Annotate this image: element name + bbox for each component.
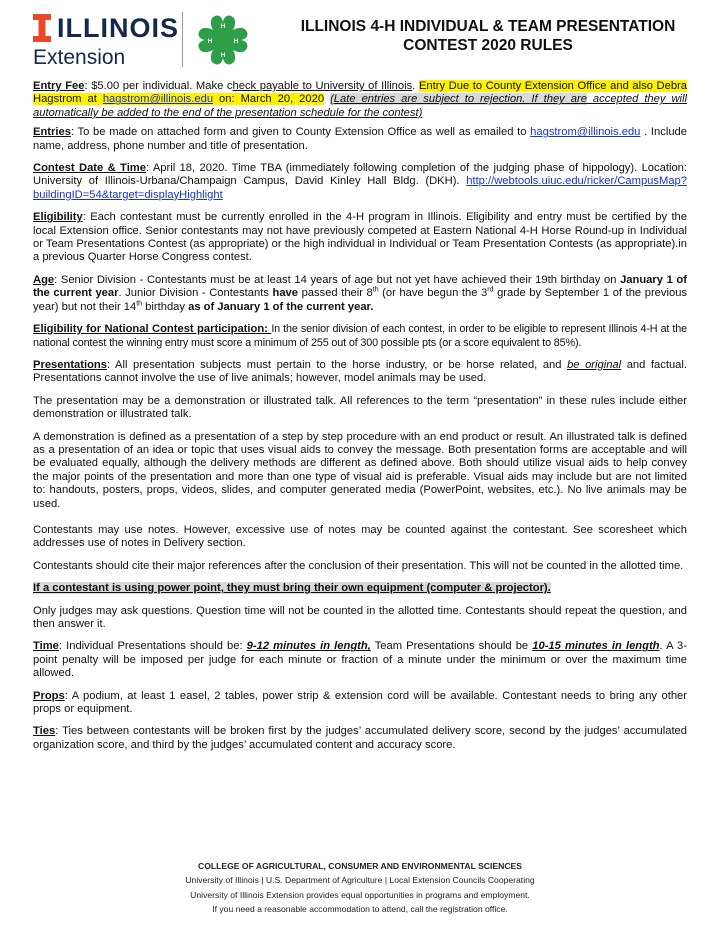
cite-paragraph: Contestants should cite their major references after the conclusion of their presentation. This will not be counted in the allotted time. [33, 559, 684, 572]
time-label: Time [33, 640, 59, 653]
campus-map-link[interactable]: http://webtools.uiuc.edu/ricker/CampusMap?buildingID=54&target=displayHighlight [33, 175, 687, 201]
entry-fee-label: Entry Fee [33, 80, 85, 92]
illinois-extension-logo [33, 12, 193, 72]
contest-date-text: : April 18, 2020. Time TBA (immediately following completion of the judging phase of hippology). Location: University of Illinois-Urbana/Champaign Campus, David Kinley Hall Bldg. (DKH). [33, 162, 687, 188]
footer-line-3: If you need a reasonable accommodation to attend, call the registration office. [212, 903, 508, 914]
power-point-paragraph [33, 582, 687, 595]
judges-paragraph: Only judges may ask questions. Question time will not be counted in the allotted time. Contestants should repeat the question, and then answer it. [33, 604, 687, 630]
entries-email-link[interactable]: hagstrom@illinois.edu [530, 126, 641, 139]
logo-extension-text: Extension [33, 46, 126, 69]
late-entries-note-cont: accepted they will automatically be added to the end of the presentation schedule for the contest) [33, 93, 687, 119]
age-text-2: . Junior Division - Contestants [118, 287, 273, 300]
ties-paragraph [33, 725, 687, 752]
age-bold-1: January 1 of the current year [33, 273, 687, 300]
title-line-1: ILLINOIS 4-H INDIVIDUAL & TEAM PRESENTATION [300, 18, 676, 35]
entry-due-text: Entry Due to County Extension Office and also Debra Hagstrom at [33, 80, 687, 106]
svg-text:H: H [233, 38, 239, 45]
entry-fee-punct: . [412, 80, 419, 92]
time-paragraph [33, 640, 687, 680]
presentations-text-cont: and factual. Presentations cannot involve the use of live animals; however, model animals may be used. [33, 358, 687, 385]
entries-paragraph [33, 126, 687, 153]
entry-due-date: on: March 20, 2020 [213, 93, 325, 106]
age-label: Age [33, 273, 55, 286]
entry-fee-payable: heck payable to University of Illinois [232, 80, 413, 92]
logo-wordmark: ILLINOIS [57, 13, 179, 43]
title-line-2: CONTEST 2020 RULES [403, 37, 573, 54]
power-point-note: If a contestant is using power point, they must bring their own equipment (computer & projector). [33, 582, 551, 595]
props-paragraph [33, 690, 687, 717]
page-footer [0, 859, 720, 916]
ties-text: : Ties between contestants will be broken first by the judges’ accumulated delivery score, second by the judges’ accumulated organization score, and third by the judges’ accumulated content and accuracy score. [33, 725, 687, 751]
eligibility-label: Eligibility [33, 211, 83, 224]
eligibility-text: : Each contestant must be currently enrolled in the 4-H program in Illinois. Eligibility and entry must be certified by the local Extension office. Senior contestants may not have previously competed at Eastern National 4-H Horse Round-up in Individual or Team Presentations Contest (as appropriate) or the high individual in Individual or Team Presentation Contests (as appropriate).in a previous Quarter Horse Congress contest. [33, 211, 687, 264]
entries-label: Entries [33, 126, 71, 139]
entry-fee-text: : $5.00 per individual. Make c [84, 80, 233, 92]
eligibility-paragraph [33, 211, 687, 265]
national-eligibility-text: In the senior division of each contest, in order to be eligible to represent Illinois 4-H at the national contest the winning entry must score a minimum of 255 out of 300 possible pts (or a score equivalent to 85%). [33, 323, 687, 349]
age-sup-2: rd [487, 286, 494, 294]
entry-fee-paragraph [33, 80, 687, 120]
definition-paragraph: A demonstration is defined as a presentation of a step by step procedure with an end product or result. An illustrated talk is defined as a presentation of an idea or topic that uses visual aids to convey the message. Both presentation forms are acceptable and will be evaluated equally, although the delivery methods are different as defined above. Both should utilize visual aids to help convey the major points of the presentation and more than one type of visual aid is preferable. Visual aids may include but are not limited to: handouts, posters, props, videos, slides, and computer generated media (PowerPoint, websites, etc.). No live animals may be used. [33, 430, 687, 510]
presentations-label: Presentations [33, 358, 107, 371]
notes-paragraph: Contestants may use notes. However, excessive use of notes may be counted against the contestant. See scoresheet which addresses use of notes in Delivery section. [33, 523, 687, 550]
entries-text-cont: . Include name, address, phone number and title of presentation. [33, 126, 687, 152]
ties-label: Ties [33, 725, 56, 738]
individual-time: 9-12 minutes in length, [246, 640, 371, 653]
entries-text: : To be made on attached form and given to County Extension Office as well as emailed to [70, 126, 531, 139]
props-label: Props [33, 689, 65, 702]
time-text-3: . A 3-point penalty will be imposed per judge for each minute or fraction of a minute under the minimum or over the maximum time allowed. [33, 640, 687, 680]
age-bold-3: as of January 1 of the current year. [188, 300, 374, 313]
age-text-3: passed their 8 [298, 287, 373, 300]
age-sup-3: th [136, 299, 143, 307]
team-time: 10-15 minutes in length [532, 640, 660, 653]
time-text-2: Team Presentations should be [370, 640, 533, 653]
age-text-6: birthday [142, 300, 189, 313]
contest-date-label: Contest Date & Time [33, 162, 146, 175]
illinois-block-i-icon [33, 14, 51, 42]
age-text-4: (or have begun the 3 [378, 287, 488, 300]
svg-text:H: H [220, 23, 226, 30]
props-text: : A podium, at least 1 easel, 2 tables, power strip & extension cord will be available. Contestant needs to bring any other props or equipment. [33, 689, 687, 716]
page-title [258, 17, 718, 55]
logo-divider [182, 12, 183, 67]
footer-line-2: University of Illinois Extension provides equal opportunities in programs and employment. [190, 889, 530, 900]
age-bold-2: have [272, 287, 298, 300]
age-sup-1: th [372, 286, 379, 294]
rules-body [33, 80, 687, 761]
4h-clover-icon [197, 13, 249, 67]
presentations-original: be original [567, 358, 622, 371]
page-header [0, 0, 720, 80]
age-paragraph [33, 274, 687, 314]
late-entries-note: (Late entries are subject to rejection. If they are [330, 93, 587, 106]
age-text-1: : Senior Division - Contestants must be at least 14 years of age but not yet have achieved their 19th birthday on [54, 273, 621, 286]
footer-college: COLLEGE OF AGRICULTURAL, CONSUMER AND ENVIRONMENTAL SCIENCES [197, 861, 523, 871]
contest-date-paragraph [33, 162, 687, 202]
demo-paragraph: The presentation may be a demonstration or illustrated talk. All references to the term “presentation” in these rules include either demonstration or illustrated talk. [33, 394, 687, 421]
national-eligibility-label: Eligibility for National Contest participation: [33, 323, 272, 336]
presentations-paragraph [33, 359, 687, 386]
svg-text:H: H [220, 52, 226, 59]
presentations-text: : All presentation subjects must pertain to the horse industry, or be horse related, and [107, 358, 568, 371]
svg-text:H: H [207, 38, 213, 45]
footer-line-1: University of Illinois | U.S. Department of Agriculture | Local Extension Councils Cooperating [185, 875, 535, 886]
national-eligibility-paragraph [33, 323, 687, 350]
age-text-5: grade by September 1 of the previous year) but not their 14 [33, 287, 688, 313]
entry-email-link[interactable]: hagstrom@illinois.edu [102, 93, 214, 106]
time-text-1: : Individual Presentations should be: [58, 640, 247, 653]
